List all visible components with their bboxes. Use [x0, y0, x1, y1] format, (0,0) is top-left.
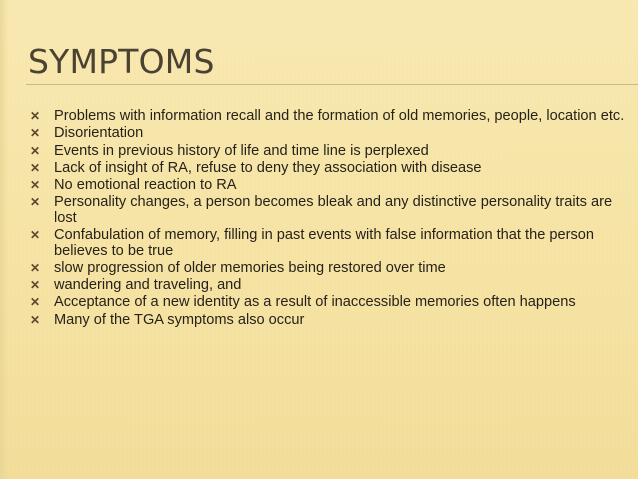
- cross-mark-icon: ✕: [30, 109, 41, 123]
- list-item: [30, 278, 630, 293]
- bullet-text: Personality changes, a person becomes bleak and any distinctive personality traits are lost: [54, 194, 613, 226]
- list-item: [30, 109, 630, 124]
- cross-mark-icon: ✕: [30, 160, 41, 175]
- bullet-text: Disorientation: [54, 125, 144, 142]
- left-edge-stripe: [0, 0, 8, 479]
- bullet-text: Problems with information recall and the formation of old memories, people, location etc.: [54, 108, 625, 124]
- bullet-text: No emotional reaction to RA: [54, 177, 237, 194]
- cross-mark-icon: ✕: [30, 228, 41, 243]
- list-item: [30, 295, 630, 310]
- bullet-list: [30, 109, 630, 330]
- bullet-text: slow progression of older memories being restored over time: [54, 259, 446, 276]
- cross-mark-icon: ✕: [30, 178, 41, 193]
- bullet-text: Acceptance of a new identity as a result of inaccessible memories often happens: [54, 294, 576, 311]
- cross-mark-icon: ✕: [30, 126, 41, 141]
- list-item: [30, 178, 630, 193]
- list-item: [30, 261, 630, 276]
- cross-mark-icon: ✕: [30, 260, 41, 275]
- bullet-text: Confabulation of memory, filling in past events with false information that the person believes to be true: [54, 227, 594, 259]
- cross-mark-icon: ✕: [30, 295, 41, 310]
- list-item: [30, 195, 630, 226]
- list-item: [30, 161, 630, 176]
- cross-mark-icon: ✕: [30, 312, 41, 327]
- list-item: [30, 144, 630, 159]
- bullet-text: Many of the TGA symptoms also occur: [54, 311, 305, 328]
- bullet-text: Events in previous history of life and time line is perplexed: [54, 142, 429, 159]
- cross-mark-icon: ✕: [30, 278, 41, 293]
- bullet-text: wandering and traveling, and: [54, 277, 242, 294]
- title-divider: [26, 84, 638, 85]
- bullet-text: Lack of insight of RA, refuse to deny they association with disease: [54, 159, 482, 176]
- list-item: [30, 126, 630, 141]
- cross-mark-icon: ✕: [30, 143, 41, 158]
- cross-mark-icon: ✕: [30, 195, 41, 210]
- list-item: [30, 228, 630, 259]
- list-item: [30, 313, 630, 328]
- slide-title: SYMPTOMS: [28, 42, 215, 81]
